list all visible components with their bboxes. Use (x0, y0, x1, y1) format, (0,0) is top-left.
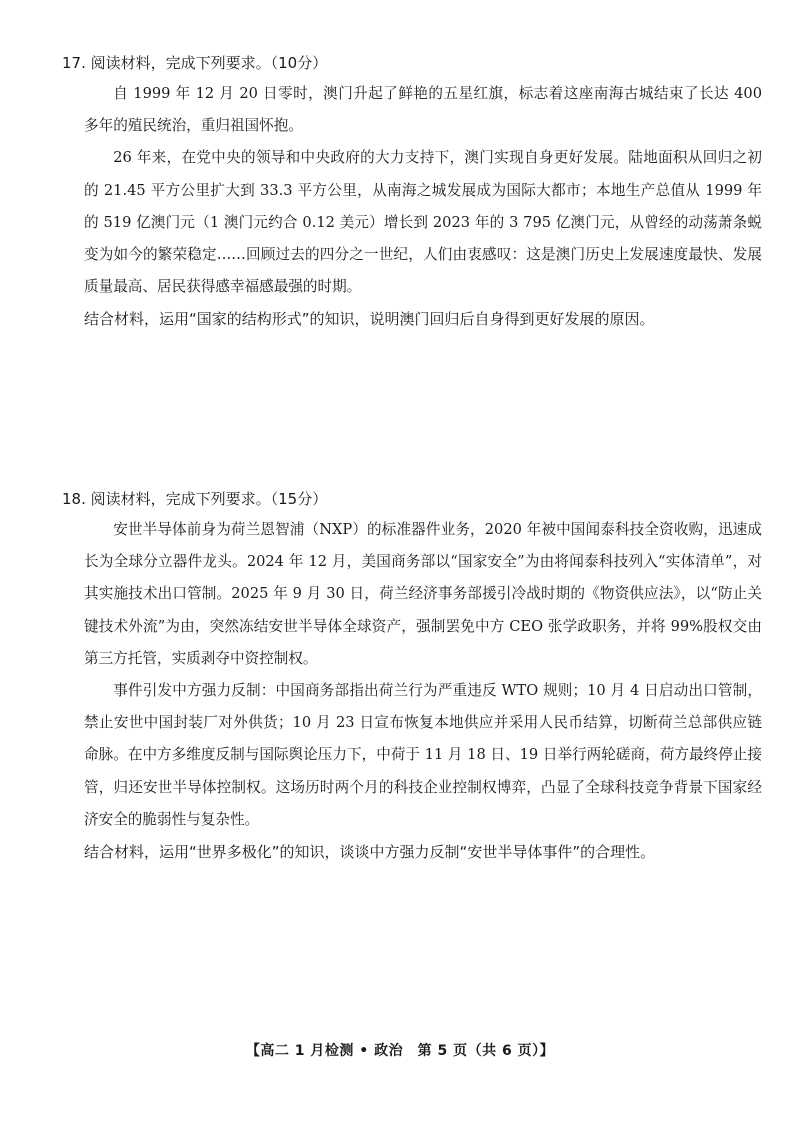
question-17 (62, 48, 762, 335)
question-17-material-paragraph-1: 自 1999 年 12 月 20 日零时，澳门升起了鲜艳的五星红旗，标志着这座南海古城结束了长达 400 多年的殖民统治，重归祖国怀抱。 (84, 85, 762, 135)
question-18-material-paragraph-2: 事件引发中方强力反制：中国商务部指出荷兰行为严重违反 WTO 规则；10 月 4 日启动出口管制，禁止安世中国封装厂对外供货；10 月 23 日宣布恢复本地供应并采用人民币结算，切断荷兰总部供应链命脉。在中方多维度反制与国际舆论压力下，中荷于 11 月 18 日、19 日举行两轮磋商，荷方最终停止接管，归还安世半导体控制权。这场历时两个月的科技企业控制权博弈，凸显了全球科技竞争背景下国家经济安全的脆弱性与复杂性。 (84, 682, 762, 828)
question-17-material-paragraph-2: 26 年来，在党中央的领导和中央政府的大力支持下，澳门实现自身更好发展。陆地面积从回归之初的 21.45 平方公里扩大到 33.3 平方公里，从南海之城发展成为国际大都市；本地生产总值从 1999 年的 519 亿澳门元（1 澳门元约合 0.12 美元）增长到 2023 年的 3 795 亿澳门元，从曾经的动荡萧条蜕变为如今的繁荣稳定……回顾过去的四分之一世纪，人们由衷感叹：这是澳门历史上发展速度最快、发展质量最高、居民获得感幸福感最强的时期。 (84, 149, 762, 296)
question-17-task: 结合材料，运用“国家的结构形式”的知识，说明澳门回归后自身得到更好发展的原因。 (84, 310, 655, 329)
question-18 (62, 484, 762, 868)
question-18-task: 结合材料，运用“世界多极化”的知识，谈谈中方强力反制“安世半导体事件”的合理性。 (84, 843, 656, 862)
question-17-heading: 17. 阅读材料，完成下列要求。（10分） (62, 54, 328, 72)
question-18-heading: 18. 阅读材料，完成下列要求。（15分） (62, 490, 328, 508)
question-18-material-paragraph-1: 安世半导体前身为荷兰恩智浦（NXP）的标准器件业务，2020 年被中国闻泰科技全资收购，迅速成长为全球分立器件龙头。2024 年 12 月，美国商务部以“国家安全”为由将闻泰科技列入“实体清单”，对其实施技术出口管制。2025 年 9 月 30 日，荷兰经济事务部援引冷战时期的《物资供应法》，以“防止关键技术外流”为由，突然冻结安世半导体全球资产，强制罢免中方 CEO 张学政职务，并将 99%股权交由第三方托管，实质剥夺中资控制权。 (84, 521, 762, 667)
page-footer: 【高二 1 月检测 • 政治 第 5 页（共 6 页）】 (245, 1043, 555, 1059)
